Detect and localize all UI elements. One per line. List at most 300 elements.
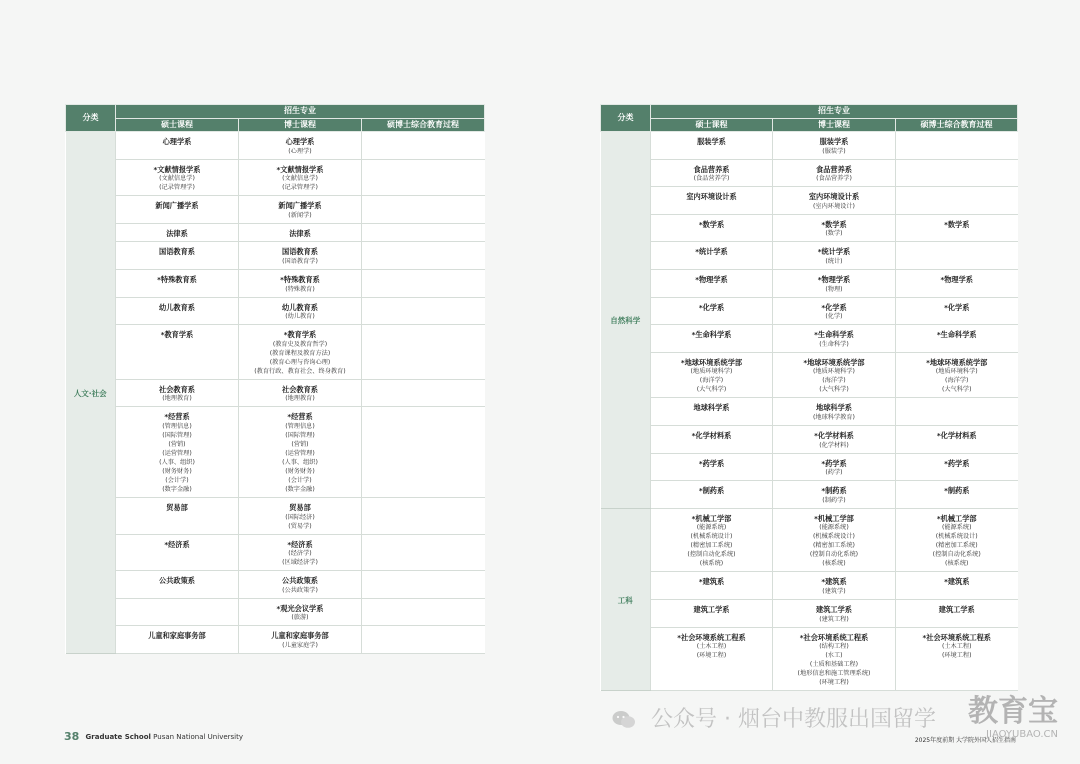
major-track: (数字金融) (162, 485, 192, 493)
integrated-cell (362, 626, 485, 654)
table-row (601, 508, 1018, 572)
major-track: (特殊教育) (285, 285, 315, 293)
integrated-cell (362, 297, 485, 325)
major-name: *数学系 (698, 219, 725, 229)
major-track: (土木工程) (941, 643, 972, 651)
doctoral-cell (239, 571, 362, 599)
major-track: (核系统) (945, 560, 969, 568)
masters-cell (651, 187, 773, 215)
table-row (66, 269, 485, 297)
masters-cell (651, 599, 773, 627)
major-track: (核系统) (699, 560, 724, 568)
integrated-cell (362, 325, 485, 380)
doctoral-cell (773, 132, 896, 160)
table-row (601, 187, 1018, 215)
major-track: (海洋学) (945, 377, 969, 385)
major-name: 食品营养系 (816, 164, 852, 174)
masters-cell (651, 132, 773, 160)
doctoral-cell (239, 598, 362, 626)
major-name: 建筑工学系 (693, 604, 730, 614)
masters-cell (651, 398, 773, 426)
major-name: 公共政策系 (159, 576, 195, 586)
table-row (601, 425, 1018, 453)
masters-cell (651, 159, 773, 187)
integrated-cell (362, 269, 485, 297)
major-name: *经济系 (164, 539, 190, 549)
major-name: 社会教育系 (282, 384, 318, 394)
integrated-cell (362, 598, 485, 626)
integrated-cell (362, 242, 485, 270)
major-track: (数学) (825, 230, 843, 238)
major-track: (公共政策学) (282, 586, 318, 594)
doctoral-cell (239, 132, 362, 160)
table-row (601, 398, 1018, 426)
major-name: *经济系 (287, 539, 313, 549)
integrated-cell (362, 132, 485, 160)
major-track: (环境工程) (696, 652, 727, 660)
integrated-header: 硕博士综合教育过程 (362, 118, 485, 132)
major-name: *地球环境系统学部 (680, 357, 743, 367)
major-track: (运营管理) (162, 449, 192, 457)
masters-header: 硕士课程 (116, 118, 239, 132)
major-name: 心理学系 (162, 137, 192, 146)
major-track: (记录管理学) (282, 184, 318, 192)
major-track: (统计) (825, 257, 843, 265)
major-track: (环境工程) (819, 679, 849, 687)
integrated-cell (362, 196, 485, 224)
major-name: *建筑系 (698, 577, 725, 587)
watermark-logo-sub: JIAOYUBAO.CN (986, 729, 1058, 740)
doctoral-cell (773, 508, 896, 572)
major-name: *药学系 (821, 458, 847, 468)
major-name: 食品营养系 (693, 164, 730, 174)
category-cell: 人文·社会 (66, 132, 116, 654)
major-track: (人事、组织) (282, 458, 318, 466)
left-majors-table (65, 104, 485, 654)
integrated-cell (896, 325, 1018, 353)
masters-cell (116, 242, 239, 270)
doctoral-cell (773, 453, 896, 481)
major-name: *观光会议学系 (276, 603, 324, 613)
category-header: 分类 (66, 105, 116, 132)
major-track: (地球科学教育) (813, 413, 855, 421)
masters-cell (651, 627, 773, 691)
integrated-cell (362, 534, 485, 571)
major-name: 心理学系 (285, 137, 315, 146)
major-track: (控制自动化系统) (809, 551, 859, 559)
major-track: (室内环境设计) (813, 202, 855, 210)
doctoral-cell (239, 325, 362, 380)
major-track: (服装学) (822, 147, 846, 155)
major-track: (大气科学) (941, 386, 972, 394)
integrated-cell (362, 571, 485, 599)
major-track: (财务财务) (285, 467, 315, 475)
integrated-cell (896, 508, 1018, 572)
major-name: *地球环境系统学部 (926, 357, 988, 367)
major-track: (结构工程) (819, 643, 849, 651)
major-name: 服装学系 (697, 137, 726, 146)
major-name: 建筑工学系 (938, 604, 975, 614)
table-row (66, 132, 485, 160)
doctoral-cell (239, 407, 362, 498)
major-name: *物理学系 (695, 274, 728, 284)
major-track: (区域经济学) (282, 559, 318, 567)
right-page (540, 0, 1080, 764)
major-track: (生命科学) (819, 340, 849, 348)
major-track: (营销) (291, 440, 309, 448)
masters-cell (651, 214, 773, 242)
major-track: (数字金融) (285, 485, 315, 493)
doctoral-cell (239, 196, 362, 224)
table-row (601, 572, 1018, 600)
major-track: (教育史及教育哲学) (272, 340, 328, 348)
masters-cell (651, 242, 773, 270)
left-footer (64, 730, 243, 743)
major-name: *文献情报学系 (153, 164, 201, 174)
major-track: (机械系统设计) (935, 533, 978, 541)
major-track: (地理教育) (162, 395, 192, 403)
doctoral-cell (773, 242, 896, 270)
masters-cell (651, 352, 773, 398)
major-name: 地球科学系 (816, 403, 852, 413)
integrated-cell (896, 572, 1018, 600)
major-track: (文献信息学) (159, 175, 195, 183)
table-row (601, 214, 1018, 242)
major-track: (营销) (168, 440, 186, 448)
masters-cell (651, 572, 773, 600)
table-row (66, 626, 485, 654)
masters-cell (116, 497, 239, 534)
major-track: (管理信息) (162, 422, 192, 430)
doctoral-cell (773, 599, 896, 627)
major-name: 幼儿教育系 (159, 302, 195, 312)
major-track: (机械系统设计) (813, 533, 855, 541)
major-name: *机械工学部 (691, 513, 732, 523)
doctoral-cell (239, 159, 362, 196)
major-name: *化学材料系 (814, 430, 854, 440)
masters-cell (651, 425, 773, 453)
major-name: 幼儿教育系 (282, 302, 318, 312)
doctoral-cell (239, 379, 362, 407)
major-track: (药学) (825, 469, 843, 477)
major-track: (能源系统) (819, 524, 849, 532)
major-track: (经济学) (288, 550, 312, 558)
table-row (601, 159, 1018, 187)
major-track: (国语教育学) (282, 257, 318, 265)
doctoral-cell (773, 325, 896, 353)
major-name: *机械工学部 (936, 513, 977, 523)
major-track: (儿童家庭学) (282, 641, 318, 649)
major-name: *药学系 (944, 458, 970, 468)
major-track: (化学材料) (819, 441, 849, 449)
integrated-cell (362, 379, 485, 407)
table-row (66, 571, 485, 599)
table-row (66, 159, 485, 196)
integrated-cell (896, 242, 1018, 270)
major-track: (教育行政、教育社会、终身教育) (254, 367, 346, 375)
major-track: (食品营养学) (816, 175, 852, 183)
major-track: (贸易学) (288, 522, 312, 530)
major-track: (心理学) (288, 147, 312, 155)
doctoral-cell (773, 398, 896, 426)
major-name: *特殊教育系 (157, 274, 197, 284)
major-track: (能源系统) (696, 524, 727, 532)
doctoral-cell (773, 187, 896, 215)
masters-cell (116, 571, 239, 599)
integrated-cell (896, 269, 1018, 297)
major-name: *数学系 (821, 219, 847, 229)
major-name: *社会环境系统工程系 (922, 632, 991, 642)
major-track: (国际管理) (162, 431, 192, 439)
major-name: *经营系 (287, 412, 313, 422)
doctoral-cell (239, 534, 362, 571)
major-name: 服装学系 (819, 137, 849, 146)
integrated-cell (896, 453, 1018, 481)
watermark-logo-text: 教育宝 (968, 694, 1058, 729)
major-track: (食品营养学) (693, 175, 730, 183)
doctoral-header: 博士课程 (239, 118, 362, 132)
major-name: 法律系 (289, 228, 311, 238)
major-name: *化学材料系 (936, 430, 977, 440)
doctoral-cell (239, 297, 362, 325)
table-row (601, 242, 1018, 270)
major-name: *化学材料系 (691, 430, 732, 440)
major-name: *化学系 (698, 302, 725, 312)
wechat-icon (612, 710, 636, 730)
major-name: *地球环境系统学部 (803, 357, 865, 367)
table-row (601, 627, 1018, 691)
major-name: *生命科学系 (814, 330, 854, 340)
masters-cell (651, 297, 773, 325)
major-track: (会计学) (288, 476, 312, 484)
major-track: (制药学) (822, 496, 846, 504)
major-track: (教育心理与咨询心理) (269, 358, 331, 366)
integrated-cell (896, 627, 1018, 691)
major-track: (地理教育) (285, 395, 315, 403)
masters-cell (116, 407, 239, 498)
doctoral-cell (773, 627, 896, 691)
table-row (66, 534, 485, 571)
table-row (66, 223, 485, 242)
major-track: (精密加工系统) (690, 542, 733, 550)
major-name: *生命科学系 (691, 330, 732, 340)
major-name: 贸易部 (166, 502, 188, 512)
watermark-logo (948, 695, 1058, 745)
major-name: 国语教育系 (282, 247, 318, 257)
major-name: *教育学系 (283, 330, 317, 340)
table-row (601, 352, 1018, 398)
major-name: 法律系 (166, 228, 188, 238)
masters-header: 硕士课程 (651, 118, 773, 132)
integrated-cell (896, 187, 1018, 215)
table-row (66, 598, 485, 626)
major-track: (建筑工程) (819, 615, 849, 623)
page-number: 38 (64, 730, 80, 743)
major-track: (运营管理) (285, 449, 315, 457)
table-row (66, 407, 485, 498)
major-track: (国际经济) (285, 513, 315, 521)
majors-group-header: 招生专业 (116, 105, 485, 119)
doctoral-cell (239, 626, 362, 654)
masters-cell (116, 534, 239, 571)
major-name: *经营系 (164, 412, 190, 422)
major-name: *机械工学部 (814, 513, 854, 523)
masters-cell (651, 508, 773, 572)
major-track: (水工) (825, 652, 843, 660)
masters-cell (116, 132, 239, 160)
major-name: 贸易部 (289, 502, 311, 512)
major-track: (控制自动化系统) (687, 551, 736, 559)
major-name: *文献情报学系 (276, 164, 324, 174)
doctoral-cell (239, 223, 362, 242)
major-track: (能源系统) (941, 524, 972, 532)
masters-cell (116, 626, 239, 654)
major-track: (土质和基础工程) (809, 661, 859, 669)
major-track: (控制自动化系统) (932, 551, 981, 559)
integrated-cell (362, 407, 485, 498)
integrated-cell (896, 297, 1018, 325)
table-row (601, 132, 1018, 160)
major-name: *化学系 (821, 302, 847, 312)
integrated-cell (362, 497, 485, 534)
table-row (601, 599, 1018, 627)
major-name: 新闻广播学系 (155, 201, 199, 211)
major-name: *统计学系 (695, 247, 728, 257)
major-track: (精密加工系统) (813, 542, 855, 550)
doctoral-cell (773, 269, 896, 297)
major-name: 社会教育系 (159, 384, 195, 394)
watermark-text: 公众号 · 烟台中教服出国留学 (651, 707, 936, 732)
major-track: (环境工程) (941, 652, 972, 660)
major-name: 室内环境设计系 (686, 192, 737, 202)
table-row (66, 325, 485, 380)
major-name: *化学系 (944, 302, 970, 312)
footer-university: Pusan National University (153, 733, 243, 741)
major-track: (记录管理学) (159, 184, 195, 192)
doctoral-cell (773, 425, 896, 453)
major-track: (旅游) (291, 614, 309, 622)
masters-cell (116, 223, 239, 242)
category-cell: 自然科学 (601, 132, 651, 509)
major-track: (机械系统设计) (690, 533, 733, 541)
major-name: 室内环境设计系 (808, 192, 860, 202)
major-track: (大气科学) (819, 386, 849, 394)
major-name: 建筑工学系 (816, 604, 852, 614)
doctoral-cell (239, 497, 362, 534)
table-row (601, 453, 1018, 481)
major-track: (物理) (825, 285, 843, 293)
doctoral-cell (773, 214, 896, 242)
masters-cell (116, 297, 239, 325)
masters-cell (116, 598, 239, 626)
doctoral-cell (773, 572, 896, 600)
masters-cell (651, 453, 773, 481)
table-row (66, 497, 485, 534)
right-majors-table (600, 104, 1018, 691)
major-track: (海洋学) (699, 377, 724, 385)
table-row (601, 481, 1018, 509)
masters-cell (116, 269, 239, 297)
integrated-cell (896, 425, 1018, 453)
masters-cell (116, 379, 239, 407)
masters-cell (651, 269, 773, 297)
major-name: *建筑系 (821, 577, 847, 587)
major-track: (管理信息) (285, 422, 315, 430)
major-name: *社会环境系统工程系 (799, 632, 869, 642)
masters-cell (116, 325, 239, 380)
integrated-cell (362, 223, 485, 242)
major-name: 儿童和家庭事务部 (148, 631, 206, 641)
major-track: (化学) (825, 313, 843, 321)
table-row (601, 325, 1018, 353)
table-row (601, 297, 1018, 325)
major-name: *生命科学系 (936, 330, 977, 340)
major-track: (地形信息和施工管理系统) (797, 670, 871, 678)
doctoral-cell (773, 481, 896, 509)
major-track: (文献信息学) (282, 175, 318, 183)
major-track: (人事、组织) (159, 458, 195, 466)
major-track: (地质环境科学) (935, 368, 978, 376)
doctoral-cell (773, 159, 896, 187)
integrated-cell (896, 398, 1018, 426)
category-header: 分类 (601, 105, 651, 132)
masters-cell (116, 196, 239, 224)
major-track: (会计学) (165, 476, 189, 484)
masters-cell (651, 481, 773, 509)
integrated-cell (896, 481, 1018, 509)
major-track: (地质环境科学) (690, 368, 733, 376)
major-name: *数学系 (944, 219, 970, 229)
table-row (66, 242, 485, 270)
major-name: *社会环境系统工程系 (677, 632, 746, 642)
table-row (601, 269, 1018, 297)
footer-school: Graduate School (85, 733, 151, 741)
major-track: (海洋学) (822, 377, 846, 385)
major-name: *制药系 (698, 486, 725, 496)
table-row (66, 196, 485, 224)
integrated-cell (362, 159, 485, 196)
doctoral-cell (239, 269, 362, 297)
integrated-cell (896, 599, 1018, 627)
major-name: 儿童和家庭事务部 (271, 631, 329, 641)
major-name: *统计学系 (817, 247, 851, 257)
major-track: (精密加工系统) (935, 542, 978, 550)
major-name: *药学系 (698, 458, 725, 468)
major-track: (建筑学) (822, 587, 846, 595)
major-name: *物理学系 (817, 274, 851, 284)
integrated-header: 硕博士综合教育过程 (896, 118, 1018, 132)
major-name: *特殊教育系 (280, 274, 320, 284)
integrated-cell (896, 159, 1018, 187)
watermark (612, 702, 936, 733)
major-name: 国语教育系 (159, 247, 195, 257)
major-name: *制药系 (944, 486, 970, 496)
major-track: (国际管理) (285, 431, 315, 439)
major-track: (教育课程及教育方法) (269, 349, 331, 357)
major-track: (幼儿教育) (285, 313, 315, 321)
major-name: *建筑系 (944, 577, 970, 587)
major-track: (土木工程) (696, 643, 727, 651)
major-track: (新闻学) (288, 211, 312, 219)
major-name: *制药系 (821, 486, 847, 496)
table-row (66, 379, 485, 407)
doctoral-cell (773, 297, 896, 325)
major-name: 地球科学系 (693, 403, 730, 413)
major-track: (核系统) (822, 560, 846, 568)
doctoral-cell (239, 242, 362, 270)
category-cell: 工科 (601, 508, 651, 690)
major-track: (财务财务) (162, 467, 192, 475)
